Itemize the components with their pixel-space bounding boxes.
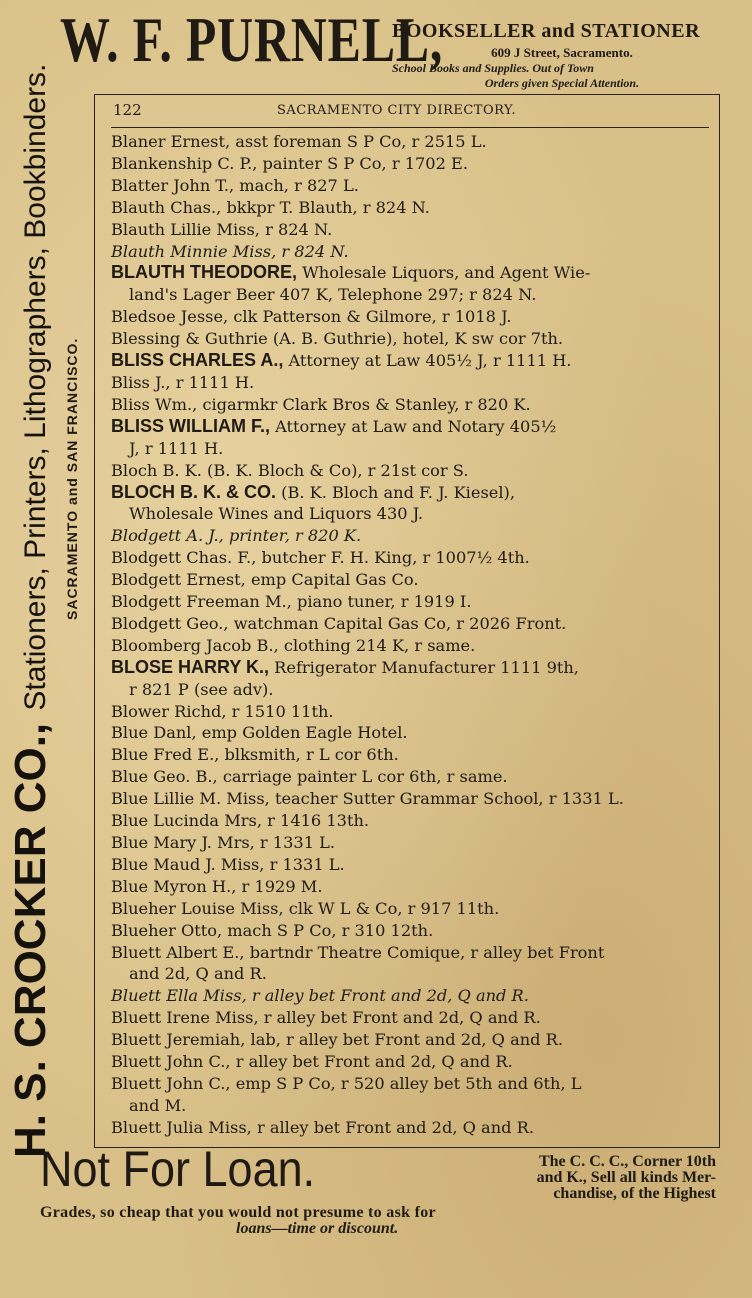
footer-ad-line-2: and K., Sell all kinds Mer- — [536, 1169, 716, 1186]
directory-entry — [111, 569, 711, 591]
entry-name: Blue Mary J. Mrs, — [111, 833, 255, 852]
entry-name: Blauth Minnie Miss, — [111, 241, 277, 261]
advertiser-name: W. F. PURNELL, — [60, 4, 444, 75]
directory-entry — [111, 328, 711, 350]
entry-name: Bliss J., — [111, 372, 171, 392]
entry-name: Bluett John C., — [111, 1073, 231, 1093]
directory-frame — [94, 94, 720, 1148]
directory-entry — [111, 1117, 711, 1139]
directory-entry — [111, 1051, 711, 1073]
entry-name: Blue Lucinda Mrs, — [111, 811, 262, 831]
entry-continuation — [111, 679, 711, 701]
entry-name: Blodgett Chas. F., — [111, 548, 257, 568]
entry-details: watchman Capital Gas Co, r 2026 Front. — [228, 613, 567, 633]
entry-details: r alley bet Front and 2d, Q and R. — [258, 1008, 541, 1028]
footer-ad-line-1: The C. C. C., Corner 10th — [538, 1153, 716, 1170]
entry-details: land's Lager Beer 407 K, Telephone 297; r 824 N. — [129, 285, 537, 305]
directory-entry — [111, 832, 711, 854]
side-advertisement — [8, 60, 88, 1158]
directory-entry — [111, 262, 711, 284]
directory-entry — [111, 197, 711, 219]
entry-details: bartndr Theatre Comique, r alley bet Front — [244, 942, 605, 962]
page-number: 122 — [113, 101, 142, 119]
directory-entry — [111, 635, 711, 657]
entry-name: Blaner Ernest, — [111, 132, 231, 151]
entry-continuation — [111, 1095, 711, 1117]
entry-name: Blodgett Ernest, — [111, 570, 246, 590]
directory-entry — [111, 744, 711, 766]
entry-details: Wholesale Wines and Liquors 430 J. — [129, 504, 424, 524]
entry-details: piano tuner, r 1919 I. — [291, 592, 472, 612]
directory-entry — [111, 219, 711, 241]
footer-line: Grades, so cheap that you would not presume to ask for — [40, 1204, 436, 1221]
directory-entry — [111, 416, 711, 438]
directory-entry — [111, 613, 711, 635]
entry-details: r 1331 L. — [264, 854, 345, 874]
entry-continuation — [111, 438, 711, 460]
entry-name: Bluett John C., — [111, 1052, 231, 1072]
entry-details: bkkpr T. Blauth, r 824 N. — [221, 197, 430, 217]
footer-ad-line-3: chandise, of the Highest — [553, 1185, 716, 1202]
entry-continuation — [111, 963, 711, 985]
directory-entry — [111, 394, 711, 416]
side-ad-trades: Stationers, Printers, Lithographers, Bookbinders. — [19, 63, 52, 711]
directory-entry — [111, 788, 711, 810]
directory-entry — [111, 1007, 711, 1029]
entry-details: and 2d, Q and R. — [129, 964, 267, 984]
entry-name: BLOCH B. K. & CO. — [111, 481, 276, 502]
directory-entry — [111, 722, 711, 744]
entry-details: r 1510 11th. — [226, 701, 334, 721]
entry-name: Blankenship C. P., — [111, 153, 258, 173]
entry-details: clk W L & Co, r 917 11th. — [283, 898, 500, 918]
directory-entry — [111, 241, 711, 263]
entry-name: Blower Richd, — [111, 701, 227, 721]
entry-details: mach, r 827 L. — [234, 175, 359, 195]
entry-details: and M. — [129, 1095, 187, 1115]
entry-name: BLISS CHARLES A., — [111, 350, 284, 371]
entry-name: Blauth Chas., — [111, 197, 222, 217]
entry-name: BLOSE HARRY K., — [111, 656, 270, 677]
directory-entry — [111, 350, 711, 372]
entry-name: Blue Danl, — [111, 723, 197, 743]
entry-details: r 1331 L. — [254, 833, 336, 852]
header-ad-address: 609 J Street, Sacramento. — [491, 45, 633, 60]
entry-name: Bliss Wm., — [111, 394, 198, 414]
directory-entry — [111, 372, 711, 394]
directory-entries — [111, 131, 711, 1139]
header-ad-line-2: Orders given Special Attention. — [484, 76, 640, 90]
directory-entry — [111, 153, 711, 175]
header-rule — [111, 127, 709, 128]
entry-continuation — [111, 503, 711, 525]
directory-entry — [111, 131, 711, 153]
directory-entry — [111, 854, 711, 876]
entry-name: Bledsoe Jesse, — [111, 307, 229, 327]
entry-name: Blauth Lillie Miss, — [111, 219, 260, 239]
entry-details: r 1416 13th. — [262, 811, 370, 831]
entry-details: mach S P Co, r 310 12th. — [222, 920, 434, 940]
entry-details: printer, r 820 K. — [223, 526, 362, 546]
header-ad-title: BOOKSELLER and STATIONER — [392, 20, 701, 42]
entry-name: Blue Maud J. Miss, — [111, 854, 265, 874]
entry-details: emp S P Co, r 520 alley bet 5th and 6th, L — [230, 1073, 582, 1093]
entry-name: Bluett Ella Miss, — [111, 986, 247, 1006]
entry-name: Blodgett A. J., — [111, 526, 224, 546]
entry-name: Blodgett Freeman M., — [111, 592, 292, 612]
side-ad-cities: SACRAMENTO and SAN FRANCISCO. — [64, 337, 80, 620]
entry-details: (B. K. Bloch and F. J. Kiesel), — [276, 482, 515, 502]
directory-entry — [111, 701, 711, 723]
entry-details: emp Capital Gas Co. — [245, 570, 419, 590]
side-ad-company: H. S. CROCKER CO., — [6, 722, 55, 1158]
entry-details: teacher Sutter Grammar School, r 1331 L. — [269, 789, 624, 809]
entry-details: Attorney at Law and Notary 405½ — [270, 416, 557, 436]
entry-name: Blueher Otto, — [111, 920, 223, 940]
entry-name: BLAUTH THEODORE, — [111, 262, 297, 283]
entry-name: Blue Geo. B., — [111, 767, 218, 787]
directory-entry — [111, 942, 711, 964]
side-ad-main — [8, 60, 54, 1158]
entry-name: Bluett Albert E., — [111, 942, 245, 962]
entry-name: Bluett Irene Miss, — [111, 1008, 259, 1028]
entry-name: Blueher Louise Miss, — [111, 898, 284, 918]
directory-entry — [111, 657, 711, 679]
entry-details: Wholesale Liquors, and Agent Wie- — [297, 263, 591, 283]
footer-headline: Not For Loan. — [40, 1141, 316, 1197]
entry-details: cigarmkr Clark Bros & Stanley, r 820 K. — [197, 394, 531, 414]
entry-name: Blodgett Geo., — [111, 613, 229, 633]
directory-entry — [111, 920, 711, 942]
directory-entry — [111, 985, 711, 1007]
entry-details: clk Patterson & Gilmore, r 1018 J. — [228, 307, 512, 327]
footer-ad-text — [386, 1154, 716, 1202]
entry-details: carriage painter L cor 6th, r same. — [217, 767, 508, 787]
directory-entry — [111, 547, 711, 569]
entry-name: Bloomberg Jacob B., — [111, 635, 279, 655]
directory-entry — [111, 460, 711, 482]
directory-entry — [111, 525, 711, 547]
entry-continuation — [111, 284, 711, 306]
header-ad — [392, 20, 732, 91]
entry-name: Blessing & Guthrie — [111, 329, 268, 349]
entry-details: asst foreman S P Co, r 2515 L. — [230, 132, 487, 151]
entry-details: Attorney at Law 405½ J, r 1111 H. — [283, 351, 572, 371]
entry-name: Blatter John T., — [111, 175, 235, 195]
directory-entry — [111, 306, 711, 328]
entry-details: clothing 214 K, r same. — [278, 635, 476, 655]
directory-entry — [111, 898, 711, 920]
entry-details: r 821 P (see adv). — [129, 679, 274, 699]
directory-entry — [111, 810, 711, 832]
directory-entry — [111, 1073, 711, 1095]
entry-details: lab, r alley bet Front and 2d, Q and R. — [245, 1030, 564, 1050]
entry-details: r alley bet Front and 2d, Q and R. — [251, 1117, 534, 1137]
directory-entry — [111, 591, 711, 613]
entry-details: (B. K. Bloch & Co), r 21st cor S. — [201, 460, 469, 480]
entry-details: painter S P Co, r 1702 E. — [257, 153, 469, 173]
entry-name: Bluett Jeremiah, — [111, 1030, 246, 1050]
entry-name: Bluett Julia Miss, — [111, 1117, 252, 1137]
entry-details: Refrigerator Manufacturer 1111 9th, — [269, 657, 579, 677]
footer-line-2: loans—time or discount. — [236, 1220, 399, 1237]
directory-entry — [111, 766, 711, 788]
entry-details: blksmith, r L cor 6th. — [219, 745, 399, 765]
entry-details: butcher F. H. King, r 1007½ 4th. — [256, 548, 530, 568]
entry-name: Bloch B. K. — [111, 460, 202, 480]
entry-details: r alley bet Front and 2d, Q and R. — [230, 1052, 513, 1072]
entry-details: emp Golden Eagle Hotel. — [196, 723, 408, 743]
directory-entry — [111, 175, 711, 197]
entry-details: r alley bet Front and 2d, Q and R. — [246, 986, 529, 1006]
entry-details: r 824 N. — [259, 219, 333, 239]
entry-details: r 1111 H. — [170, 372, 255, 392]
entry-details: J, r 1111 H. — [129, 438, 224, 458]
directory-entry — [111, 1029, 711, 1051]
directory-entry — [111, 482, 711, 504]
entry-name: Blue Lillie M. Miss, — [111, 789, 270, 809]
directory-entry — [111, 876, 711, 898]
entry-details: (A. B. Guthrie), hotel, K sw cor 7th. — [267, 329, 564, 349]
entry-name: Blue Fred E., — [111, 745, 220, 765]
entry-name: BLISS WILLIAM F., — [111, 415, 270, 436]
entry-details: r 824 N. — [276, 241, 349, 261]
entry-name: Blue Myron H., — [111, 876, 237, 896]
page-title: SACRAMENTO CITY DIRECTORY. — [277, 103, 517, 118]
header-ad-line-1: School Books and Supplies. Out of Town — [392, 61, 594, 75]
entry-details: r 1929 M. — [236, 876, 323, 896]
